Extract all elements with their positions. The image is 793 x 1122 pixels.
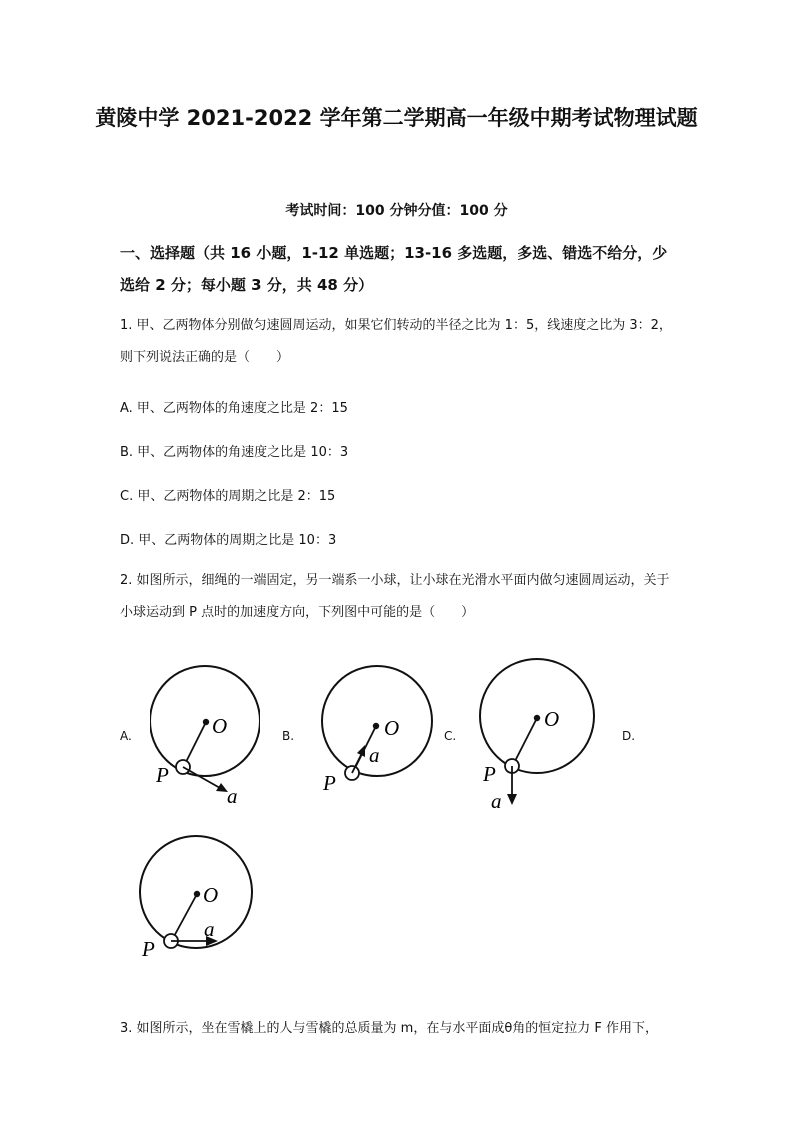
point-label: P [142, 937, 155, 961]
string-line [184, 722, 206, 766]
accel-arrow [183, 767, 220, 788]
q1-option-a: A. 甲、乙两物体的角速度之比是 2：15 [120, 401, 348, 416]
q2-figure-b [317, 665, 437, 810]
exam-title: 黄陵中学 2021-2022 学年第二学期高一年级中期考试物理试题 [95, 106, 698, 130]
point-label: P [156, 763, 169, 787]
center-label: O [544, 707, 560, 731]
exam-info: 考试时间：100 分钟分值：100 分 [285, 203, 508, 219]
string-line [172, 894, 197, 940]
point-label: P [483, 762, 496, 786]
question-2-stem: 2. 如图所示，细绳的一端固定，另一端系一小球，让小球在光滑水平面内做匀速圆周运动，关于小球运动到 P 点时的加速度方向，下列图中可能的是（ ） [120, 573, 670, 620]
accel-label: a [491, 789, 502, 813]
q1-option-c: C. 甲、乙两物体的周期之比是 2：15 [120, 489, 336, 504]
question-1-stem: 1. 甲、乙两物体分别做匀速圆周运动，如果它们转动的半径之比为 1：5，线速度之比为 3：2，则下列说法正确的是（ ） [120, 318, 672, 365]
center-label: O [203, 883, 219, 907]
q2-option-a-label: A. [120, 729, 132, 743]
center-label: O [212, 714, 228, 738]
accel-label: a [204, 917, 215, 941]
q2-figure-c [475, 657, 600, 815]
string-line [513, 718, 537, 765]
q2-option-d-label: D. [622, 729, 636, 743]
point-label: P [323, 771, 336, 795]
q2-option-b-label: B. [282, 729, 295, 743]
section-heading: 一、选择题（共 16 小题，1-12 单选题；13-16 多选题，多选、错选不给分，少选给 2 分；每小题 3 分，共 48 分） [120, 244, 668, 294]
q2-option-c-label: C. [444, 729, 457, 743]
q2-figure-d [136, 834, 261, 964]
question-3-stem: 3. 如图所示，坐在雪橇上的人与雪橇的总质量为 m，在与水平面成θ角的恒定拉力 F 作用下， [120, 1021, 659, 1036]
q2-figure-a [150, 665, 260, 810]
accel-label: a [369, 743, 380, 767]
center-label: O [384, 716, 400, 740]
arrow-head [507, 794, 517, 805]
q1-option-b: B. 甲、乙两物体的角速度之比是 10：3 [120, 445, 349, 460]
q1-option-d: D. 甲、乙两物体的周期之比是 10：3 [120, 533, 337, 548]
accel-label: a [227, 784, 238, 808]
